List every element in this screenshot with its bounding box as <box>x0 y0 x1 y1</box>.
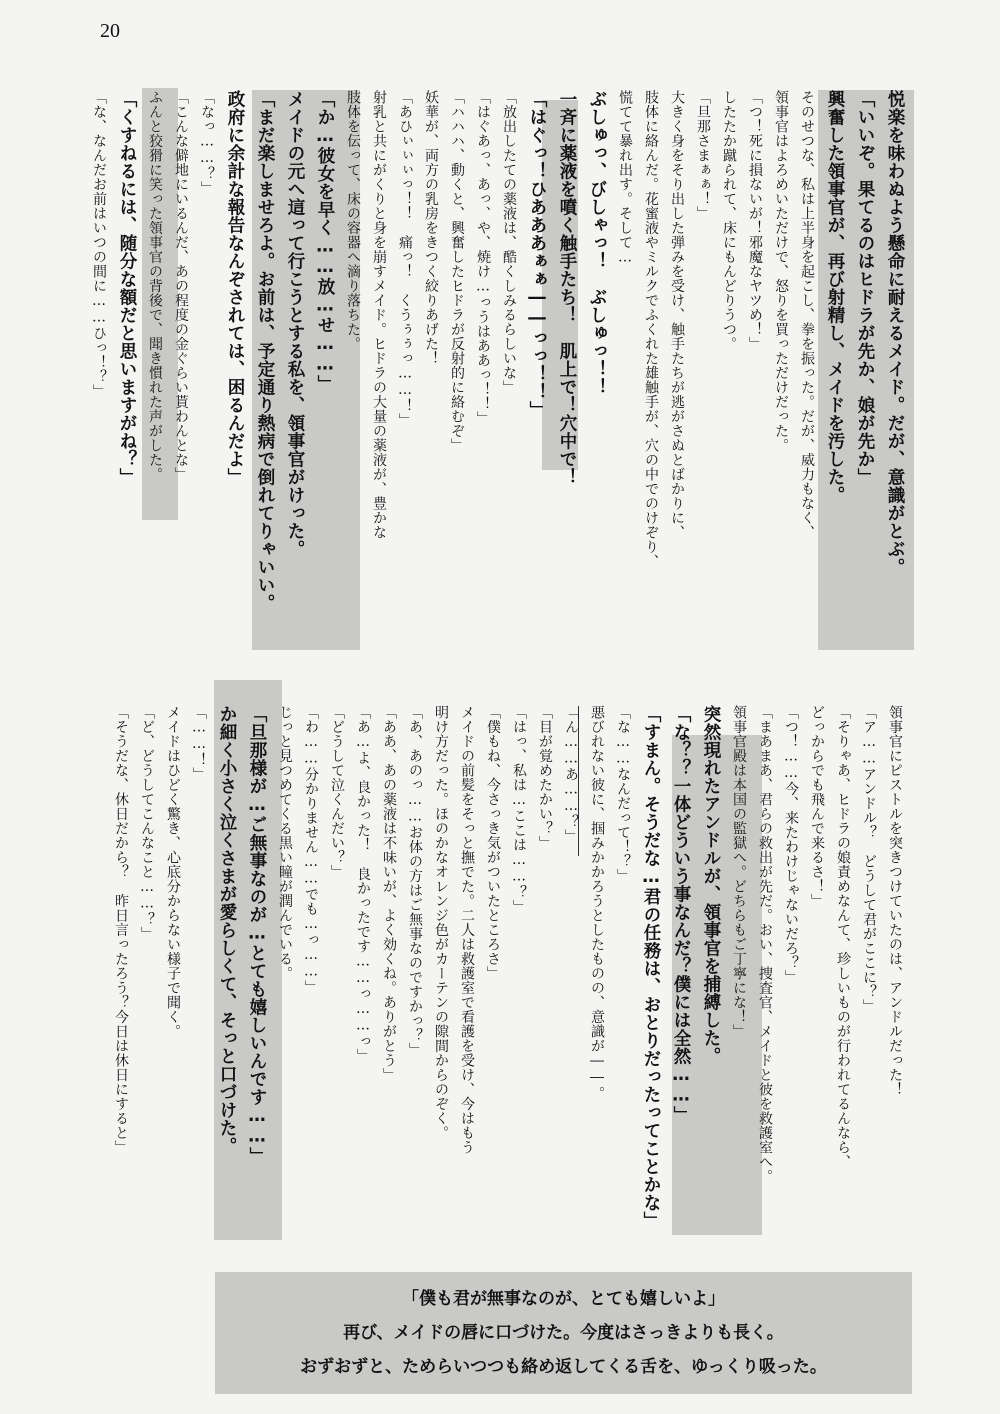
emphasized-line: 突然現れたアンドルが、領事官を捕縛した。 <box>701 705 721 1065</box>
text-line: 領事官にピストルを突きつけていたのは、アンドルだった！ <box>887 705 903 1097</box>
emphasized-line: 興奮した領事官が、再び射精し、メイドを汚した。 <box>825 90 845 504</box>
text-line: 「……！」 <box>191 705 207 782</box>
closing-line-3: おずおずと、ためらいつつも絡め返してくる舌を、ゆっくり吸った。 <box>300 1357 827 1377</box>
text-line: 「あ、あのっ……お体の方はご無事なのですかっ？」 <box>407 705 423 1057</box>
emphasized-line: 悦楽を味わぬよう懸命に耐えるメイド。だが、意識がとぶ。 <box>885 90 905 576</box>
text-line: 妖華が、両方の乳房をきつく絞りあげた！ <box>423 90 439 366</box>
text-line: そのせつな、私は上半身を起こし、拳を振った。だが、威力もなく、 <box>799 90 815 540</box>
emphasized-line: メイドの元へ這って行こうとする私を、領事官がけった。 <box>285 90 305 558</box>
text-line: メイドの前髪をそっと撫でた。二人は救護室で看護を受け、今はもう <box>459 705 475 1155</box>
text-line: ふんと狡猾に笑った領事官の背後で、聞き慣れた声がした。 <box>147 90 163 482</box>
text-line: メイドはひどく驚き、心底分からない様子で聞く。 <box>165 705 181 1039</box>
text-line: 悪びれない彼に、掴みかかろうとしたものの、意識が――。 <box>589 705 605 1101</box>
emphasized-line: か細く小さく泣くさまが愛らしくて、そっと口づけた。 <box>217 705 237 1155</box>
text-line: 「ん……あ……？」 <box>563 705 579 844</box>
emphasized-line: 「な？？一体どういう事なんだ？僕には全然……」 <box>671 705 691 1124</box>
closing-line-1: 「僕も君が無事なのが、とても嬉しいよ」 <box>402 1289 725 1309</box>
text-line: 射乳と共にがくりと身を崩すメイド。ヒドラの大量の薬液が、豊かな <box>371 90 387 540</box>
text-line: 「つ！……今、来たわけじゃないだろ？」 <box>783 705 799 985</box>
emphasized-line: 「いいぞ。果てるのはヒドラが先か、娘が先か」 <box>855 90 875 486</box>
text-line: 「あひぃぃぃっ！！ 痛っ！ くうぅぅっ……！」 <box>397 90 413 428</box>
text-line: 肢体に絡んだ。花蜜液やミルクでふくれた雄触手が、穴の中でのけぞり、 <box>643 90 659 569</box>
text-line: 「ど、どうしてこんなこと……？」 <box>139 705 155 941</box>
text-line: 「つ！死に損ないが！邪魔なヤツめ！」 <box>747 90 763 351</box>
emphasized-line: ぶしゅっ、びしゃっ！ ぶしゅっ！！ <box>587 90 607 396</box>
text-line: 「なっ……？」 <box>199 90 215 196</box>
text-line: 「な……なんだって！？」 <box>615 705 631 883</box>
emphasized-line: 「くすねるには、随分な額だと思いますがね？」 <box>117 90 137 486</box>
text-line: 「旦那さまぁぁ！」 <box>695 90 711 221</box>
text-line: 「そりゃあ、ヒドラの娘責めなんて、珍しいものが行われてるんなら、 <box>835 705 851 1169</box>
text-line: したたか蹴られて、床にもんどりうつ。 <box>721 90 737 351</box>
emphasized-line: 「旦那様が…ご無事なのが…とても嬉しいんです……」 <box>247 705 267 1165</box>
page-number: 20 <box>100 20 120 42</box>
text-line: 「な、なんだお前はいつの間に……ひっ！？」 <box>91 90 107 399</box>
text-line: 「放出したての薬液は、酷くしみるらしいな」 <box>501 90 517 395</box>
bottom-text-section <box>108 705 908 1230</box>
text-line: 「そうだな、休日だから？ 昨日言ったろう？今日は休日にすると」 <box>113 705 129 1155</box>
emphasized-line: 「すまん。そうだな…君の任務は、おとりだったってことかな」 <box>641 705 661 1230</box>
closing-passage-box <box>215 1272 912 1394</box>
emphasized-line: 「か…彼女を早く……放…せ……」 <box>315 90 335 393</box>
text-line: 大きく身をそり出した弾みを受け、触手たちが逃がさぬとばかりに、 <box>669 90 685 540</box>
text-line: 「はぐあっ、あっ、や、焼け…っうはああっ！！」 <box>475 90 491 426</box>
text-line: 「ハハハ、動くと、興奮したヒドラが反射的に絡むぞ」 <box>449 90 465 453</box>
emphasized-line: 一斉に薬液を噴く触手たち！ 肌上で！穴中で！ <box>557 90 577 486</box>
top-text-section <box>91 90 910 650</box>
text-line: 「目が覚めたかい？」 <box>537 705 553 850</box>
text-line: 領事官殿は本国の監獄へ。どちらもご丁寧にな！」 <box>731 705 747 1039</box>
text-line: じっと見つめてくる黒い瞳が潤んでいる。 <box>277 705 293 981</box>
text-line: 領事官はよろめいただけで、怒りを買っただけだった。 <box>773 90 789 453</box>
text-line: 明け方だった。ほのかなオレンジ色がカーテンの隙間からのぞく。 <box>433 705 449 1140</box>
text-line: どっからでも飛んで来るさ！」 <box>809 705 825 908</box>
text-line: 「ああ、あの薬液は不味いが、よく効くね。ありがとう」 <box>381 705 397 1082</box>
text-line: 「こんな僻地にいるんだ、あの程度の金ぐらい貰わんとな」 <box>173 90 189 482</box>
closing-line-2: 再び、メイドの唇に口づけた。今度はさっきよりも長く。 <box>343 1323 784 1343</box>
text-line: 「どうして泣くんだい？」 <box>329 705 345 879</box>
text-line: 「あ…よ、良かった！ 良かったです……っ……っ」 <box>355 705 371 1063</box>
emphasized-line: 「はぐっ！ひあああぁぁ――っっ！！」 <box>527 90 547 419</box>
text-line: 「僕もね、今さっき気がついたところさ」 <box>485 705 501 981</box>
emphasized-line: 政府に余計な報告なんぞされては、困るんだよ」 <box>225 90 245 486</box>
text-line: 肢体を伝って、床の容器へ滴り落ちた。 <box>345 90 361 351</box>
text-line: 「ア……アンドル？ どうして君がここに？」 <box>861 705 877 1014</box>
text-line: 「まあまあ、君らの救出が先だ。おい、捜査官、メイドと彼を救護室へ。 <box>757 705 773 1184</box>
text-line: 「わ……分かりません……でも…っ……」 <box>303 705 319 995</box>
text-line: 「はっ、私は…ここは……？」 <box>511 705 527 914</box>
emphasized-line: 「まだ楽しませろよ。お前は、予定通り熱病で倒れてりゃいい。 <box>255 90 275 612</box>
text-line: 慌てて暴れ出す。そして… <box>617 90 633 266</box>
